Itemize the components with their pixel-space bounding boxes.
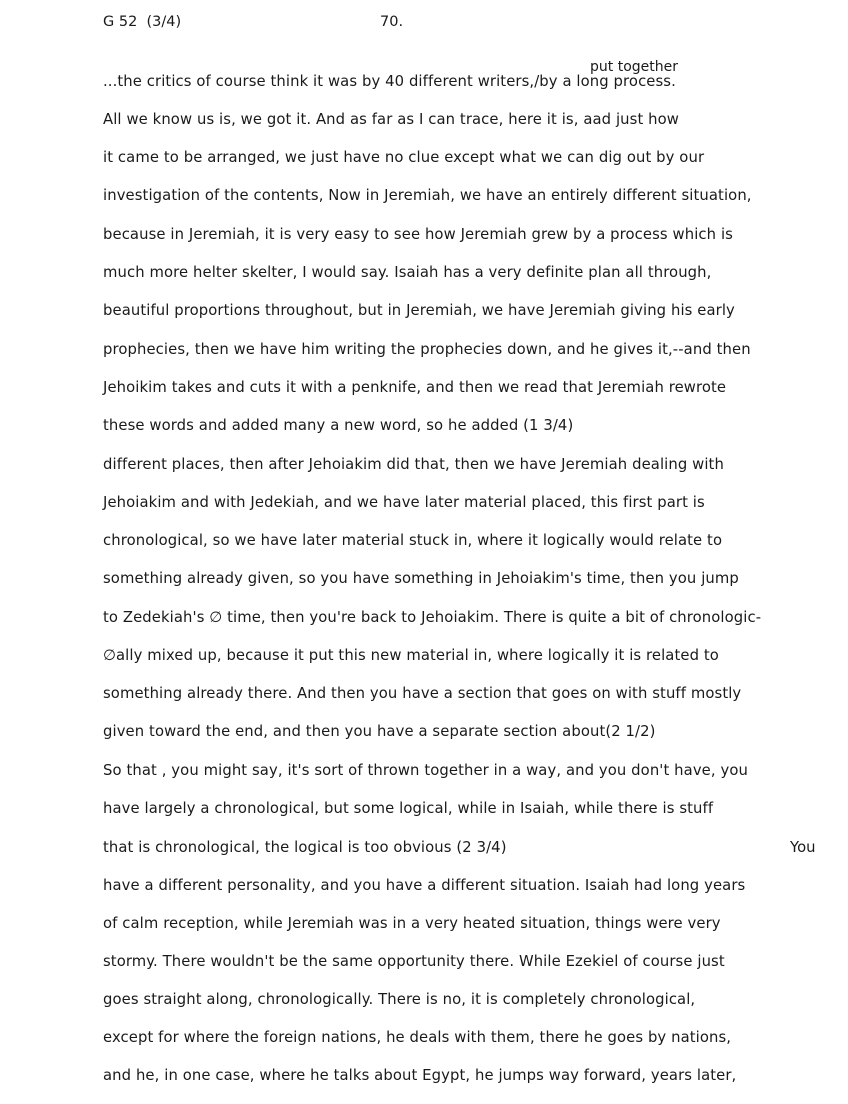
text-line-19: So that , you might say, it's sort of thrown together in a way, and you don't have, you xyxy=(103,762,748,779)
text-line-3: it came to be arranged, we just have no clue except what we can dig out by our xyxy=(103,149,705,166)
text-line-1: ...the critics of course think it was by 40 different writers,/by a long process. xyxy=(103,73,676,90)
text-line-15: to Zedekiah's ∅ time, then you're back to Jehoiakim. There is quite a bit of chronologic- xyxy=(103,609,762,626)
text-line-2: All we know us is, we got it. And as far as I can trace, here it is, aad just how xyxy=(103,111,679,128)
text-line-25: goes straight along, chronologically. There is no, it is completely chronological, xyxy=(103,991,696,1008)
text-line-9: Jehoikim takes and cuts it with a penknife, and then we read that Jeremiah rewrote xyxy=(103,379,727,396)
text-line-24: stormy. There wouldn't be the same opportunity there. While Ezekiel of course just xyxy=(103,953,725,970)
text-line-13: chronological, so we have later material stuck in, where it logically would relate to xyxy=(103,532,723,549)
text-line-14: something already given, so you have something in Jehoiakim's time, then you jump xyxy=(103,570,739,587)
text-line-22: have a different personality, and you have a different situation. Isaiah had long years xyxy=(103,877,746,894)
text-line-7: beautiful proportions throughout, but in Jeremiah, we have Jeremiah giving his early xyxy=(103,302,735,319)
text-line-27: and he, in one case, where he talks about Egypt, he jumps way forward, years later, xyxy=(103,1067,737,1084)
text-line-26: except for where the foreign nations, he deals with them, there he goes by nations, xyxy=(103,1029,732,1046)
text-line-17: something already there. And then you have a section that goes on with stuff mostly xyxy=(103,685,742,702)
interlinear-insert: put together xyxy=(590,59,678,75)
text-line-20: have largely a chronological, but some logical, while in Isaiah, while there is stuff xyxy=(103,800,714,817)
text-line-21: that is chronological, the logical is too obvious (2 3/4) xyxy=(103,839,507,856)
text-line-12: Jehoiakim and with Jedekiah, and we have later material placed, this first part is xyxy=(103,494,705,511)
text-line-6: much more helter skelter, I would say. Isaiah has a very definite plan all through, xyxy=(103,264,712,281)
text-line-21-trailing: You xyxy=(790,839,816,856)
text-line-8: prophecies, then we have him writing the prophecies down, and he gives it,--and then xyxy=(103,341,751,358)
text-line-18: given toward the end, and then you have a separate section about(2 1/2) xyxy=(103,723,656,740)
text-line-11: different places, then after Jehoiakim did that, then we have Jeremiah dealing with xyxy=(103,456,724,473)
page-number: 70. xyxy=(380,14,404,30)
document-code: G 52 (3/4) xyxy=(103,14,182,30)
text-line-4: investigation of the contents, Now in Jeremiah, we have an entirely different situation, xyxy=(103,187,752,204)
text-line-16: ∅ally mixed up, because it put this new material in, where logically it is related to xyxy=(103,647,719,664)
text-line-23: of calm reception, while Jeremiah was in a very heated situation, things were very xyxy=(103,915,721,932)
text-line-10: these words and added many a new word, so he added (1 3/4) xyxy=(103,417,574,434)
text-line-5: because in Jeremiah, it is very easy to see how Jeremiah grew by a process which is xyxy=(103,226,733,243)
